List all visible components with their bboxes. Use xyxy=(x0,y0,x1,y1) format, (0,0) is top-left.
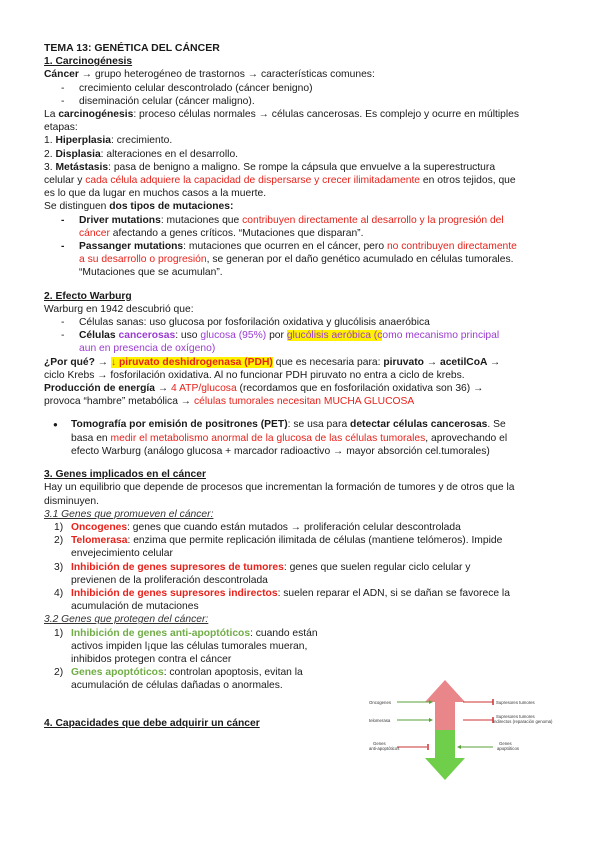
diagram-label: Genes xyxy=(373,741,386,746)
list-item-cont: aun en presencia de oxígeno) xyxy=(79,343,216,355)
promoter-item-cont: envejecimiento celular xyxy=(71,548,173,560)
driver-mutations-cont: cáncer afectando a genes críticos. “Mutaciones que disparan”. xyxy=(79,227,364,239)
promoter-item: 4) Inhibición de genes supresores indirectos: suelen reparar el ADN, si se dañan se favorece la xyxy=(54,587,510,599)
why-line: ¿Por qué? → ↓ piruvato deshidrogenasa (PDH) que es necesaria para: piruvato → acetilCoA → xyxy=(44,356,501,368)
doc-title: TEMA 13: GENÉTICA DEL CÁNCER xyxy=(44,42,220,54)
diagram-label: Oncogenes xyxy=(369,700,391,705)
promoter-item-cont: previenen de la proliferación descontrolada xyxy=(71,574,268,586)
list-item: - Células sanas: uso glucosa por fosforilación oxidativa y glucólisis anaeróbica xyxy=(44,316,556,329)
pet-item-cont: efecto Warburg (análogo glucosa + marcador radioactivo → mayor absorción cel.tumorales) xyxy=(71,445,490,457)
section-2-heading: 2. Efecto Warburg xyxy=(44,290,132,302)
carcinogenesis-definition: La carcinogénesis: proceso células normales → células cancerosas. Es complejo y ocurre en múltiples xyxy=(44,109,520,121)
passenger-mutations-cont: “Mutaciones que se acumulan”. xyxy=(79,267,223,279)
up-arrow xyxy=(425,680,465,730)
section-1-heading: 1. Carcinogénesis xyxy=(44,56,133,68)
promoter-item: 2) Telomerasa: enzima que permite replicación ilimitada de células (mantiene telómeros). Impide xyxy=(54,535,503,547)
promoter-item: 3) Inhibición de genes supresores de tumores: genes que suelen regular ciclo celular y xyxy=(54,561,471,573)
section-3-heading: 3. Genes implicados en el cáncer xyxy=(44,469,206,481)
subsection-3-1: 3.1 Genes que promueven el cáncer: xyxy=(44,508,214,520)
down-arrow xyxy=(425,730,465,780)
carcinogenesis-definition-cont: etapas: xyxy=(44,122,78,134)
diagram-label: indirectos (reparación genoma) xyxy=(493,719,553,724)
list-item: - crecimiento celular descontrolado (cáncer benigno) xyxy=(44,82,556,95)
section-4-heading: 4. Capacidades que debe adquirir un cáncer xyxy=(44,717,260,729)
protector-item-cont: activos impiden l¡que las células tumorales mueran, xyxy=(71,640,308,652)
pet-item: ● Tomografía por emisión de positrones (PET): se usa para detectar células cancerosas. Se xyxy=(44,418,556,431)
stage-item: 2. Displasia: alteraciones en el desarrollo. xyxy=(44,148,239,160)
protector-item: 2) Genes apoptóticos: controlan apoptosis, evitan la xyxy=(54,667,303,679)
stage-item-metastasis: 3. Metástasis: pasa de benigno a maligno. Se rompe la cápsula que envuelve a la superestructura xyxy=(44,161,496,173)
warburg-intro: Warburg en 1942 descubrió que: xyxy=(44,303,194,315)
diagram-label: Genes xyxy=(499,741,512,746)
subsection-3-2: 3.2 Genes que protegen del cáncer: xyxy=(44,614,209,626)
gene-balance-diagram xyxy=(365,680,555,780)
pet-item-cont: basa en medir el metabolismo anormal de la glucosa de las células tumorales, aprovechando el xyxy=(71,432,508,444)
stage-item: 1. Hiperplasia: crecimiento. xyxy=(44,135,173,147)
protector-item: 1) Inhibición de genes anti-apoptóticos: cuando están xyxy=(54,627,318,639)
diagram-label: Supresores tumores xyxy=(496,700,535,705)
diagram-label: apoptóticos xyxy=(497,746,519,751)
mutation-types-intro: Se distinguen dos tipos de mutaciones: xyxy=(44,201,234,213)
driver-mutations-item: - Driver mutations: mutaciones que contribuyen directamente al desarrollo y la progresión del xyxy=(44,214,556,227)
why-line-cont: ciclo Krebs → fosforilación oxidativa. Al no funcionar PDH piruvato no entra a ciclo de krebs. xyxy=(44,369,465,381)
promoter-item-cont: acumulación de mutaciones xyxy=(71,601,199,613)
metastasis-cont: es lo que da lugar en muchos casos a la muerte. xyxy=(44,188,267,200)
balance-arrows-figure xyxy=(365,680,555,780)
protector-item-cont: acumulación de células dañadas o anormales. xyxy=(71,680,283,692)
genes-intro: Hay un equilibrio que depende de procesos que incrementan la formación de tumores y de otros que la xyxy=(44,482,515,494)
document-page xyxy=(44,42,556,730)
passenger-mutations-cont: a su desarrollo o progresión, se generan por el daño genético acumulado en células tumorales. xyxy=(79,254,514,266)
energy-line: Producción de energía → 4 ATP/glucosa (recordamos que en fosforilación oxidativa son 36) → xyxy=(44,383,484,395)
genes-intro-cont: disminuyen. xyxy=(44,495,99,507)
list-item: - Células cancerosas: uso glucosa (95%) por glucólisis aeróbica (como mecanismo principal xyxy=(44,329,556,342)
diagram-label: anti-apoptóticos xyxy=(369,746,400,751)
passenger-mutations-item: - Passanger mutations: mutaciones que ocurren en el cáncer, pero no contribuyen directamente xyxy=(44,240,556,253)
list-item: - diseminación celular (cáncer maligno). xyxy=(44,95,556,108)
diagram-label: telomerasa xyxy=(369,718,391,723)
metastasis-cont: celular y cada célula adquiere la capacidad de dispersarse y crecer ilimitadamente en otros tejidos, que xyxy=(44,175,516,187)
diagram-label: Supresores tumores xyxy=(496,714,535,719)
cancer-definition: Cáncer → grupo heterogéneo de trastornos → características comunes: xyxy=(44,69,375,81)
promoter-item: 1) Oncogenes: genes que cuando están mutados → proliferación celular descontrolada xyxy=(54,521,461,533)
energy-line-cont: provoca “hambre” metabólica → células tumorales necesitan MUCHA GLUCOSA xyxy=(44,396,415,408)
protector-item-cont: inhibidos protegen contra el cáncer xyxy=(71,653,232,665)
